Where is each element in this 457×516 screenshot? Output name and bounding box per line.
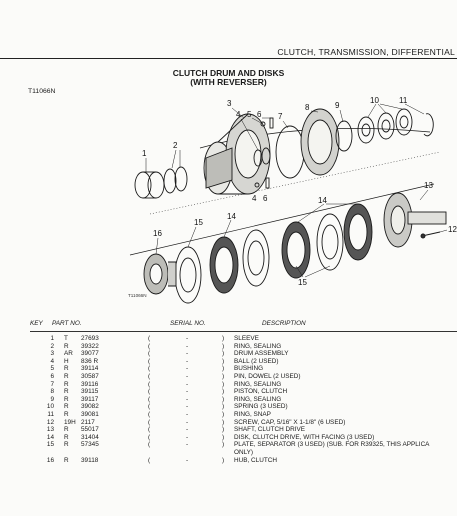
table-row [0, 426, 457, 434]
table-row [0, 449, 457, 457]
cell-code: R [64, 426, 69, 434]
cell-part: 39114 [81, 365, 99, 373]
clutch-hub-part [144, 254, 176, 294]
callout-14-top: 14 [318, 196, 327, 205]
cell-lp: ( [148, 456, 151, 464]
cell-part: 57345 [81, 441, 99, 449]
callout-15-left: 15 [194, 218, 203, 227]
cell-key: 3 [50, 350, 54, 358]
cell-serial: - [186, 373, 189, 380]
callout-16: 16 [153, 229, 162, 238]
cell-serial: - [186, 350, 189, 358]
cell-desc: HUB, CLUTCH [234, 456, 277, 464]
callout-4-lower: 4 [252, 194, 257, 203]
cell-rp: ) [222, 433, 225, 441]
cell-lp: ( [148, 426, 151, 434]
cell-lp: ( [148, 365, 151, 373]
cell-rp: ) [222, 350, 225, 358]
table-row [0, 343, 457, 351]
cell-part: 39117 [81, 395, 99, 403]
cell-code: R [64, 395, 69, 403]
snap-ring [424, 114, 433, 136]
cell-key: 1 [50, 335, 54, 342]
cell-desc: DISK, CLUTCH DRIVE, WITH FACING (3 USED) [234, 433, 375, 441]
section-title: CLUTCH, TRANSMISSION, DIFFERENTIAL [277, 47, 455, 57]
cell-part: 27693 [81, 335, 99, 342]
table-row [0, 335, 457, 343]
cell-rp: ) [222, 403, 225, 411]
table-row [0, 381, 457, 389]
springs-part [358, 109, 412, 143]
cell-desc: SHAFT, CLUTCH DRIVE [234, 426, 306, 434]
col-description: DESCRIPTION [262, 320, 306, 327]
callout-9: 9 [335, 101, 340, 110]
callout-8: 8 [305, 103, 310, 112]
cell-lp: ( [148, 350, 151, 358]
cell-rp: ) [222, 335, 225, 342]
cell-part: 55017 [81, 426, 99, 434]
callout-6-lower: 6 [263, 194, 268, 203]
cell-serial: - [186, 395, 189, 403]
callout-12: 12 [448, 225, 457, 234]
cell-rp: ) [222, 380, 225, 388]
cell-serial: - [186, 456, 189, 464]
col-serial-no: SERIAL NO. [170, 320, 206, 327]
cell-lp: ( [148, 380, 151, 388]
piston-part [301, 109, 339, 175]
cell-lp: ( [148, 342, 151, 350]
table-row [0, 388, 457, 396]
cell-part: 39322 [81, 342, 99, 350]
cell-serial: - [186, 433, 189, 441]
figure-code: T11066N [128, 293, 147, 298]
cell-code: R [64, 342, 69, 350]
sealing-ring-7 [276, 126, 304, 178]
cell-serial: - [186, 335, 189, 342]
cell-serial: - [186, 388, 189, 396]
cell-serial: - [186, 403, 189, 411]
callout-14-left: 14 [227, 212, 236, 221]
cell-code: R [64, 456, 69, 464]
col-part-no: PART NO. [52, 320, 82, 327]
cell-code: AR [64, 350, 73, 358]
cell-lp: ( [148, 418, 151, 426]
cell-desc: BALL (2 USED) [234, 357, 279, 365]
cell-code: R [64, 441, 69, 449]
cell-part: 39077 [81, 350, 99, 358]
callout-10: 10 [370, 96, 379, 105]
cell-part: 30587 [81, 373, 99, 380]
cell-rp: ) [222, 365, 225, 373]
callout-4: 4 [236, 110, 241, 119]
cell-desc: PLATE, SEPARATOR (3 USED) (SUB. FOR R39325, THIS APPLICA [234, 441, 430, 449]
cell-desc: DRUM ASSEMBLY [234, 350, 289, 358]
callout-3: 3 [227, 99, 232, 108]
cell-part: 39082 [81, 403, 99, 411]
cell-code: H [64, 357, 69, 365]
cell-part: 39081 [81, 411, 99, 418]
cell-key: 15 [46, 441, 54, 449]
cell-desc: PISTON, CLUTCH [234, 388, 288, 396]
cell-lp: ( [148, 441, 151, 449]
table-row [0, 403, 457, 411]
table-row [0, 419, 457, 427]
cell-key: 2 [50, 342, 54, 350]
figure-subtitle: (WITH REVERSER) [190, 77, 267, 87]
cell-part: 2117 [81, 418, 95, 426]
cell-key: 8 [50, 388, 54, 396]
cell-lp: ( [148, 395, 151, 403]
cell-key: 6 [50, 373, 54, 380]
cell-desc: RING, SEALING [234, 380, 282, 388]
callout-7: 7 [278, 112, 283, 121]
cell-rp: ) [222, 342, 225, 350]
cell-desc: SPRING (3 USED) [234, 403, 288, 411]
cell-part: 31404 [81, 433, 99, 441]
cell-lp: ( [148, 411, 151, 418]
cell-code: R [64, 380, 69, 388]
cell-lp: ( [148, 403, 151, 411]
cell-key: 13 [46, 426, 54, 434]
clutch-disks-and-plates [175, 204, 372, 303]
cell-serial: - [186, 342, 189, 350]
callout-6: 6 [257, 110, 262, 119]
cell-serial: - [186, 441, 189, 449]
table-row [0, 350, 457, 358]
table-row [0, 373, 457, 381]
table-row [0, 411, 457, 419]
cell-code: R [64, 411, 69, 418]
cell-part: 39115 [81, 388, 99, 396]
table-row [0, 365, 457, 373]
cell-lp: ( [148, 357, 151, 365]
cell-key: 5 [50, 365, 54, 373]
cell-code: R [64, 373, 69, 380]
table-row [0, 358, 457, 366]
callout-15-bottom: 15 [298, 278, 307, 287]
cell-part: 836 R [81, 357, 99, 365]
sleeve-part [135, 172, 164, 198]
table-row [0, 396, 457, 404]
cell-code: R [64, 388, 69, 396]
cell-desc: PIN, DOWEL (2 USED) [234, 373, 301, 380]
exploded-view-diagram [0, 90, 457, 312]
cell-rp: ) [222, 418, 225, 426]
cell-key: 4 [50, 357, 54, 365]
cell-code: 19H [64, 418, 76, 426]
cell-serial: - [186, 380, 189, 388]
cell-rp: ) [222, 426, 225, 434]
figure-title: CLUTCH DRUM AND DISKS [172, 68, 285, 78]
cell-key: 12 [46, 418, 54, 426]
callout-2: 2 [173, 141, 178, 150]
callout-11: 11 [399, 96, 408, 105]
table-row [0, 457, 457, 465]
col-key: KEY [30, 320, 43, 327]
cell-key: 7 [50, 380, 54, 388]
cell-desc: ONLY) [234, 449, 254, 456]
sealing-rings-2 [164, 167, 187, 193]
cell-desc: RING, SEALING [234, 342, 282, 350]
cell-key: 11 [47, 411, 54, 418]
callout-5: 5 [247, 110, 252, 119]
cell-rp: ) [222, 388, 225, 396]
cell-serial: - [186, 418, 189, 426]
cell-rp: ) [222, 411, 225, 418]
capscrew-part [421, 232, 440, 238]
clutch-drive-shaft [384, 193, 446, 247]
cell-desc: RING, SEALING [234, 395, 282, 403]
figure-id: T11066N [28, 88, 56, 95]
table-row [0, 434, 457, 442]
cell-rp: ) [222, 441, 225, 449]
cell-key: 14 [46, 433, 54, 441]
cell-key: 10 [46, 403, 54, 411]
cell-rp: ) [222, 357, 225, 365]
table-header-rule [30, 331, 457, 332]
cell-key: 16 [46, 456, 54, 464]
cell-serial: - [186, 426, 189, 434]
cell-part: 39116 [81, 380, 99, 388]
cell-lp: ( [148, 433, 151, 441]
cell-part: 39118 [81, 456, 99, 464]
cell-code: R [64, 433, 69, 441]
cell-code: R [64, 365, 69, 373]
cell-serial: - [186, 357, 189, 365]
callout-13: 13 [424, 181, 433, 190]
cell-lp: ( [148, 335, 151, 342]
cell-rp: ) [222, 456, 225, 464]
cell-serial: - [186, 365, 189, 373]
cell-rp: ) [222, 395, 225, 403]
cell-desc: SCREW, CAP, 5/16" X 1-1/8" (6 USED) [234, 418, 346, 426]
callout-1: 1 [142, 149, 147, 158]
drum-assembly-part [204, 114, 270, 194]
cell-key: 9 [50, 395, 54, 403]
cell-lp: ( [148, 373, 151, 380]
cell-code: R [64, 403, 69, 411]
cell-rp: ) [222, 373, 225, 380]
cell-serial: - [186, 411, 189, 418]
cell-code: T [64, 335, 68, 342]
cell-desc: RING, SNAP [234, 411, 271, 418]
cell-lp: ( [148, 388, 151, 396]
table-row [0, 441, 457, 449]
page-header [0, 44, 457, 59]
cell-desc: BUSHING [234, 365, 264, 373]
cell-desc: SLEEVE [234, 335, 259, 342]
